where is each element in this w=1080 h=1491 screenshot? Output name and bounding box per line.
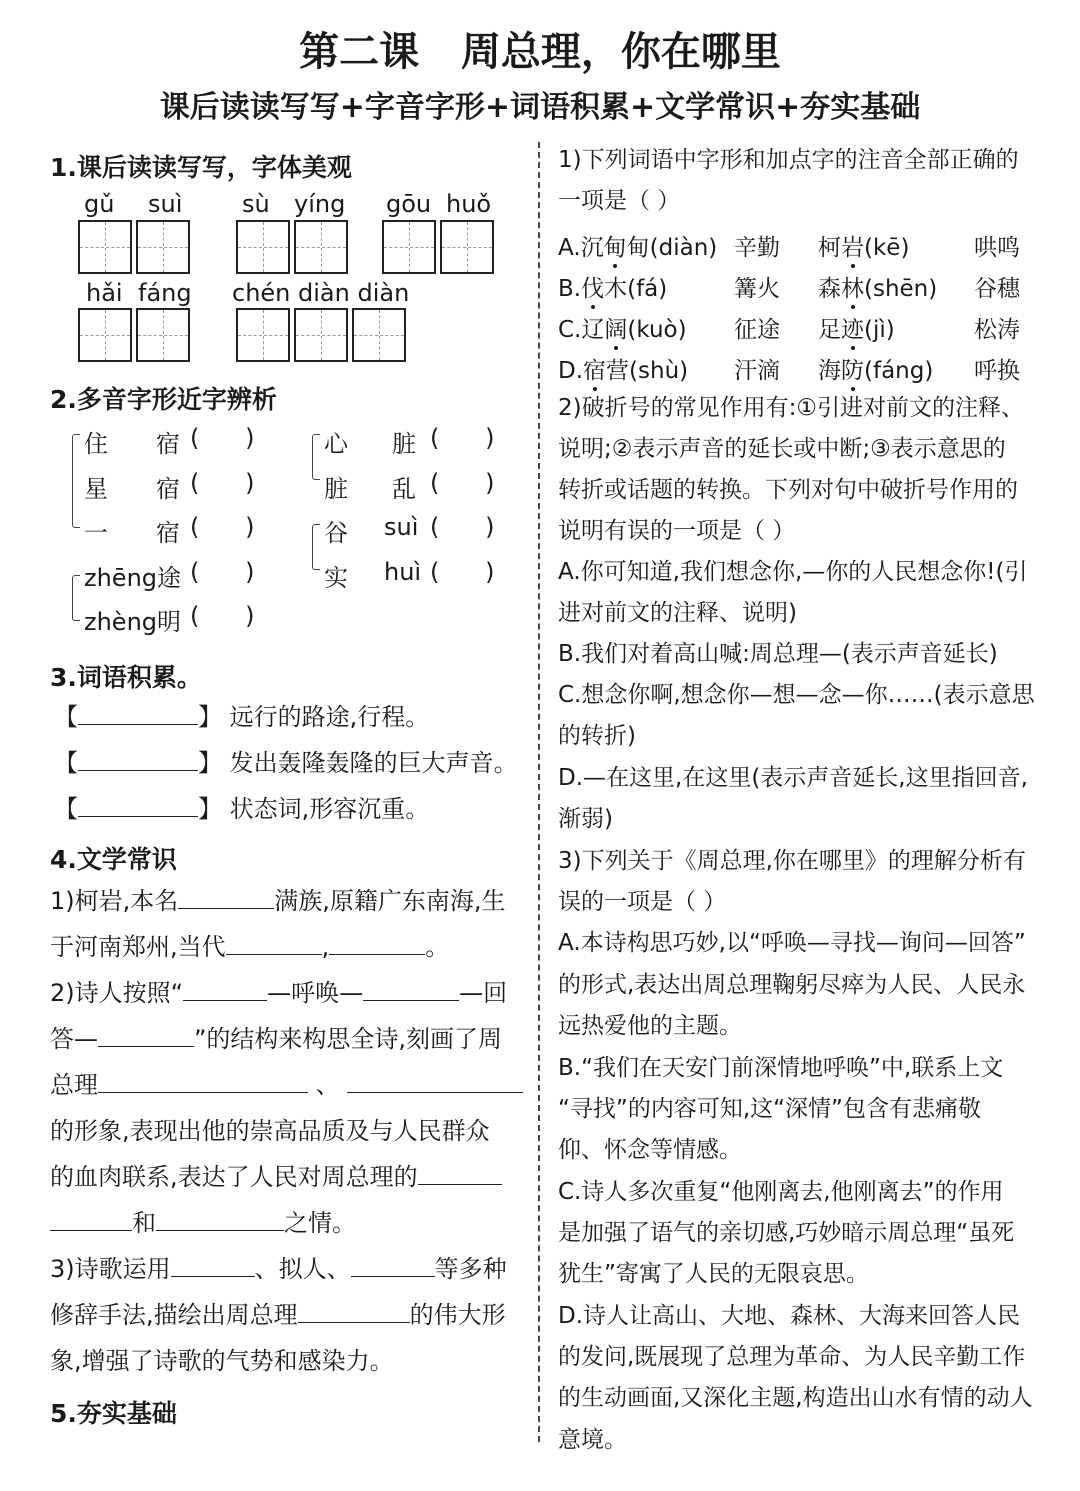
q1-option-c-word: 征途 (734, 317, 780, 343)
answer-blank[interactable]: ( ) (190, 558, 255, 586)
q1-option-d-word: 海防(fáng) (818, 352, 933, 385)
bracket (312, 434, 320, 480)
char-gu: 谷 (324, 519, 348, 547)
q2-option-a: 进对前文的注释、说明) (558, 600, 797, 626)
q2-option-d: D.—在这里,在这里(表示声音延长,这里指回音, (558, 765, 1028, 791)
fill-blank[interactable] (50, 1208, 132, 1231)
q1-option-d-word: 汗滴 (734, 358, 780, 384)
lit-line: 2)诗人按照“ —呼唤— —回 (50, 979, 508, 1007)
q3-option-b: B.“我们在天安门前深情地呼唤”中,联系上文 (558, 1055, 1004, 1081)
vocab-blank[interactable] (78, 794, 198, 817)
q3-option-c: C.诗人多次重复“他刚离去,他刚离去”的作用 (558, 1179, 1004, 1205)
pinyin-zheng-tu: zhēng途 (84, 564, 182, 592)
q1-option-c-word: C.辽阔(kuò) (558, 311, 687, 344)
q3-line: 误的一项是（ ） (558, 889, 727, 915)
lit-line: 象,增强了诗歌的气势和感染力。 (50, 1347, 394, 1375)
lit-line: 的血肉联系,表达了人民对周总理的 (50, 1162, 502, 1192)
writing-grid-box[interactable] (236, 308, 290, 362)
writing-grid-box[interactable] (294, 308, 348, 362)
answer-blank[interactable]: ( ) (190, 424, 255, 452)
vocab-row: 【 】 远行的路途,行程。 (54, 703, 430, 731)
pinyin-hai: hǎi (86, 279, 123, 307)
fill-blank[interactable] (98, 1070, 308, 1093)
writing-grid-box[interactable] (440, 220, 494, 274)
q2-line: 说明有误的一项是（ ） (558, 518, 796, 544)
char-shi: 实 (324, 564, 348, 592)
char-zang: 脏 (324, 475, 348, 503)
q3-option-b: 仰、怀念等情感。 (558, 1137, 742, 1163)
vocab-blank[interactable] (78, 748, 198, 771)
vocab-blank[interactable] (78, 702, 198, 725)
q2-option-b: B.我们对着高山喊:周总理—(表示声音延长) (558, 641, 998, 667)
q3-option-d: 的生动画面,又深化主题,构造出山水有情的动人 (558, 1385, 1033, 1411)
page-title: 第二课 周总理，你在哪里 (299, 29, 781, 75)
q3-option-c: 犹生”寄寓了人民的无限哀思。 (558, 1261, 869, 1287)
fill-blank[interactable] (298, 1300, 410, 1323)
char-su: 宿 (156, 519, 180, 547)
writing-grid-box[interactable] (78, 220, 132, 274)
writing-grid-box[interactable] (78, 308, 132, 362)
pinyin-gou: gōu (386, 190, 432, 218)
pinyin-huo: huǒ (446, 190, 492, 218)
answer-blank[interactable]: ( ) (430, 558, 495, 586)
writing-grid-box[interactable] (382, 220, 436, 274)
q1-option-a-word: A.沉甸甸(diàn) (558, 229, 717, 262)
answer-blank[interactable]: ( ) (430, 424, 495, 452)
char-zhu: 住 (84, 430, 108, 458)
section-2-heading: 2.多音字形近字辨析 (50, 385, 277, 414)
lit-line: 的形象,表现出他的崇高品质及与人民群众 (50, 1117, 490, 1145)
q3-option-a: 的形式,表达出周总理鞠躬尽瘁为人民、人民永 (558, 972, 1026, 998)
lit-line: 3)诗歌运用 、拟人、 等多种 (50, 1255, 507, 1283)
q1-option-b-word: 篝火 (734, 276, 780, 302)
q2-option-c: C.想念你啊,想念你—想—念—你……(表示意思 (558, 682, 1035, 708)
vocab-row: 【 】 发出轰隆轰隆的巨大声音。 (54, 749, 518, 777)
q1-option-d-word: 呼换 (974, 358, 1020, 384)
q3-option-a: 远热爱他的主题。 (558, 1013, 742, 1039)
fill-blank[interactable] (178, 886, 274, 909)
fill-blank[interactable] (363, 978, 459, 1001)
section-4-heading: 4.文学常识 (50, 845, 177, 874)
q2-option-a: A.你可知道,我们想念你,—你的人民想念你!(引 (558, 559, 1028, 585)
q3-option-d: 意境。 (558, 1427, 627, 1453)
fill-blank[interactable] (226, 932, 322, 955)
pinyin-gu: gǔ (84, 190, 115, 218)
q1-stem: 1)下列词语中字形和加点字的注音全部正确的 (558, 147, 1019, 173)
q2-line: 转折或话题的转换。下列对句中破折号作用的 (558, 477, 1018, 503)
q2-option-d: 渐弱) (558, 806, 613, 832)
q1-option-a-word: 辛勤 (734, 235, 780, 261)
q2-line: 2)破折号的常见作用有:①引进对前文的注释、 (558, 395, 1024, 421)
pinyin-hui: huì (384, 558, 422, 586)
q3-option-d: D.诗人让高山、大地、森林、大海来回答人民 (558, 1303, 1021, 1329)
fill-blank[interactable] (347, 1070, 523, 1093)
fill-blank[interactable] (183, 978, 267, 1001)
pinyin-sui: suì (384, 513, 419, 541)
column-divider (538, 142, 540, 1442)
char-yi: 一 (84, 519, 108, 547)
pinyin-fang: fáng (138, 279, 192, 307)
writing-grid-box[interactable] (352, 308, 406, 362)
writing-grid-box[interactable] (136, 220, 190, 274)
q1-stem: 一项是（ ） (558, 188, 681, 214)
bracket (72, 434, 80, 528)
fill-blank[interactable] (171, 1254, 255, 1277)
page-subtitle: 课后读读写写+字音字形+词语积累+文学常识+夯实基础 (159, 90, 921, 125)
writing-grid-box[interactable] (294, 220, 348, 274)
vocab-definition: 远行的路途,行程。 (229, 703, 430, 731)
answer-blank[interactable]: ( ) (190, 513, 255, 541)
q1-option-c-word: 足迹(jì) (818, 311, 895, 344)
q2-line: 说明;②表示声音的延长或中断;③表示意思的 (558, 436, 1006, 462)
q3-line: 3)下列关于《周总理,你在哪里》的理解分析有 (558, 848, 1026, 874)
answer-blank[interactable]: ( ) (430, 469, 495, 497)
char-su: 宿 (156, 475, 180, 503)
q1-option-b-word: 森林(shēn) (818, 270, 937, 303)
q1-option-b-word: 谷穗 (974, 276, 1020, 302)
q1-option-b-word: B.伐木(fá) (558, 270, 667, 303)
q1-option-d-word: D.宿营(shù) (558, 352, 688, 385)
lit-line: 1)柯岩,本名 满族,原籍广东南海,生 (50, 887, 506, 915)
fill-blank[interactable] (351, 1254, 435, 1277)
q3-option-b: “寻找”的内容可知,这“深情”包含有悲痛敬 (558, 1096, 981, 1122)
pinyin-chen-dian-dian: chén diàn diàn (232, 279, 410, 307)
lit-line: 修辞手法,描绘出周总理 的伟大形 (50, 1301, 506, 1329)
q3-option-d: 的发问,既展现了总理为革命、为人民辛勤工作 (558, 1344, 1026, 1370)
fill-blank[interactable] (156, 1208, 284, 1231)
lit-line: 总理 、 (50, 1070, 523, 1100)
char-su: 宿 (156, 430, 180, 458)
q1-option-c-word: 松涛 (974, 317, 1020, 343)
pinyin-su: sù (242, 190, 270, 218)
fill-blank[interactable] (418, 1162, 502, 1185)
fill-blank[interactable] (98, 1024, 194, 1047)
q2-option-c: 的转折) (558, 723, 636, 749)
pinyin-ying: yíng (294, 190, 346, 218)
section-1-heading: 1.课后读读写写，字体美观 (50, 153, 352, 182)
fill-blank[interactable] (329, 932, 425, 955)
writing-grid-box[interactable] (236, 220, 290, 274)
section-3-heading: 3.词语积累。 (50, 663, 202, 692)
char-luan: 乱 (392, 475, 416, 503)
vocab-definition: 状态词,形容沉重。 (229, 795, 430, 823)
char-xing: 星 (84, 475, 108, 503)
lit-line: 答— ”的结构来构思全诗,刻画了周 (50, 1025, 503, 1053)
q3-option-c: 是加强了语气的亲切感,巧妙暗示周总理“虽死 (558, 1220, 1015, 1246)
char-xin: 心 (324, 430, 348, 458)
pinyin-sui: suì (148, 190, 183, 218)
answer-blank[interactable]: ( ) (430, 513, 495, 541)
answer-blank[interactable]: ( ) (190, 469, 255, 497)
writing-grid-box[interactable] (136, 308, 190, 362)
lit-line: 和 之情。 (50, 1208, 356, 1238)
bracket (312, 524, 320, 570)
answer-blank[interactable]: ( ) (190, 602, 255, 630)
lit-line: 于河南郑州,当代 , 。 (50, 933, 450, 961)
vocab-definition: 发出轰隆轰隆的巨大声音。 (229, 749, 518, 777)
section-5-heading: 5.夯实基础 (50, 1399, 177, 1428)
q1-option-a-word: 柯岩(kē) (818, 229, 909, 262)
bracket (72, 575, 80, 621)
q3-option-a: A.本诗构思巧妙,以“呼唤—寻找—询问—回答” (558, 930, 1026, 956)
char-zang: 脏 (392, 430, 416, 458)
q1-option-a-word: 哄鸣 (974, 235, 1020, 261)
pinyin-zheng-ming: zhèng明 (84, 608, 182, 636)
vocab-row: 【 】 状态词,形容沉重。 (54, 795, 430, 823)
